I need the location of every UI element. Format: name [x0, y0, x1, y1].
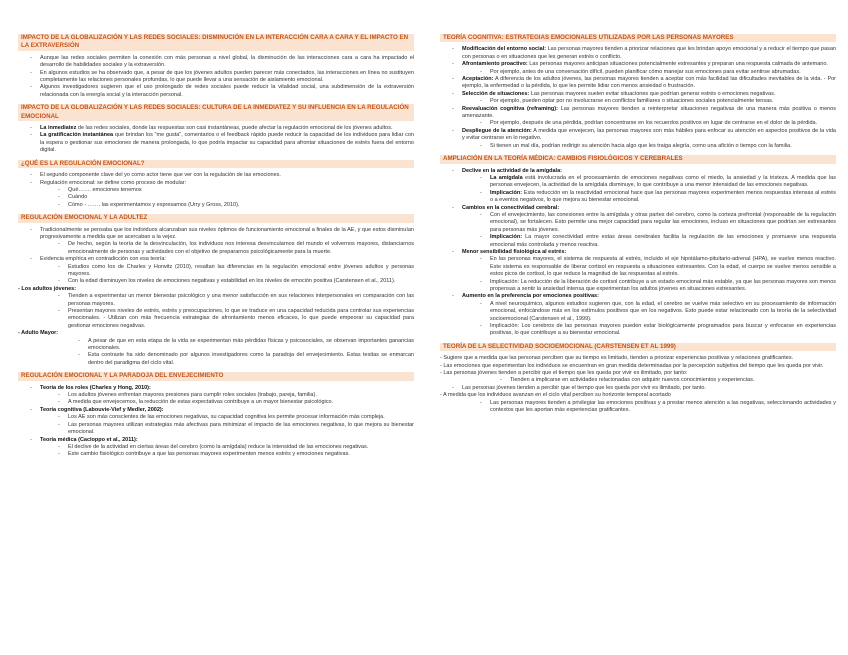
- section-heading: TEORÍA DE LA SELECTIVIDAD SOCIOEMOCIONAL (CARSTENSEN ET AL 1999): [440, 343, 836, 351]
- item-text: Con el envejecimiento, las conexiones entre la amígdala y otras partes del cerebro, como la corteza prefrontal (responsable de la regulación emocional), se fortalecen. Esto permite una mejor capacidad para regular las emociones, incluso en situaciones que podrían ser estresantes para personas más jóvenes.: [490, 211, 836, 233]
- bullet-item: [18, 392, 414, 399]
- item-text: Estudios como los de Charles y Horwitz (2010), resaltan las diferencias en la regulación emocional entre jóvenes adultos y personas mayores.: [68, 263, 414, 277]
- section: [18, 160, 414, 209]
- bold-term: Afrontamiento proactivo:: [462, 61, 528, 68]
- bullet-marker: -: [500, 377, 502, 384]
- item-text: Presentan mayores niveles de estrés, estrés y preocupaciones, lo que se traduce en una capacidad reducida para controlar sus experiencias emocionales. - Utilizan con más frecuencia estrategias de afrontamiento menos eficaces, lo que puede empeorar su capacidad para gestionar emociones negativas.: [68, 308, 414, 329]
- left-column: [18, 34, 414, 464]
- bullet-item: [18, 437, 414, 444]
- item-text: Las personas mayores tienden a privilegiar las emociones positivas y a prestar menos atención a las negativas, seleccionando actividades y contextos que les aportan más experiencias gratificantes.: [490, 399, 836, 414]
- item-text: que brindan los "me gusta", comentarios o el feedback rápido puede reducir la capacidad de los individuos para lidiar con la espera o gestionar sus emociones de manera prolongada, lo que podría impactar su capacidad para afrontar situaciones de estrés fuera del entorno digital.: [40, 132, 414, 154]
- bullet-item: [440, 205, 836, 212]
- bold-term: Implicación:: [490, 189, 523, 196]
- bullet-item: [440, 392, 836, 399]
- bullet-marker: -: [30, 172, 32, 179]
- bullet-item: [18, 444, 414, 451]
- bullet-marker: -: [30, 406, 32, 413]
- item-text: Este cambio fisiológico contribuye a que las personas mayores experimenten menos estrés y emociones negativas.: [68, 451, 350, 458]
- right-column: [440, 34, 836, 420]
- bullet-item: [18, 172, 414, 179]
- bullet-item: [440, 363, 836, 370]
- bullet-item: [18, 414, 414, 421]
- bullet-marker: -: [58, 201, 60, 208]
- item-text: Algunos investigadores sugieren que el uso prolongado de redes sociales puede reducir la vitalidad social, una subdimensión de la extraversión relacionada con la energía social y la interacción personal.: [40, 84, 414, 98]
- bullet-item: [18, 84, 414, 99]
- bullet-marker: -: [58, 451, 60, 458]
- bullet-item: [440, 400, 836, 415]
- bullet-item: [18, 187, 414, 194]
- bold-term: Declive en la actividad de la amígdala:: [462, 167, 562, 174]
- bullet-marker: -: [480, 256, 482, 263]
- item-text: está involucrada en el procesamiento de emociones negativas como el miedo, la ansiedad y la tristeza. A medida que las personas envejecen, la actividad de la amígdala disminuye, lo que contribuye a una menor intensidad de las emociones negativas.: [490, 174, 836, 189]
- bullet-marker: -: [480, 278, 482, 285]
- section: [440, 343, 836, 415]
- bold-term: Selección de situaciones:: [462, 90, 530, 97]
- bullet-item: [440, 120, 836, 127]
- item-text: de las redes sociales, donde las respuestas son casi instantáneas, puede afectar la regulación emocional de los jóvenes adultos.: [76, 125, 393, 132]
- item-text: A diferencia de los adultos jóvenes, las personas mayores tienden a aceptar con más facilidad las dificultades inevitables de la vida. - Por ejemplo, la enfermedad o la pérdida, lo que les permite lidiar con menos ansiedad o frustración.: [462, 76, 836, 90]
- section-heading: IMPACTO DE LA GLOBALIZACIÓN Y LAS REDES SOCIALES: CULTURA DE LA INMEDIATEZ Y SU INFLUENCIA EN LA REGULACIÓN EMOCIONAL: [18, 104, 414, 121]
- bullet-marker: -: [452, 384, 454, 391]
- section: [18, 214, 414, 367]
- item-text: Implicación: La reducción de la liberación de cortisol contribuye a un estado emocional más estable, ya que las personas mayores son menos propensas a sentir la ansiedad intensa que experimentan los adultos jóvenes en situaciones estresantes.: [490, 278, 836, 292]
- item-text: Esta contraste ha sido denominado por algunos investigadores como la paradoja del envejecimiento. Estas tesitas se enmarcan dentro del paradigma del ciclo vital.: [88, 352, 414, 366]
- bullet-item: [18, 227, 414, 242]
- bullet-item: [440, 249, 836, 256]
- bullet-marker: -: [30, 384, 32, 391]
- bullet-item: [440, 190, 836, 205]
- bullet-item: [440, 175, 836, 190]
- item-text: Las personas mayores utilizan estrategias más afectivas para minimizar el impacto de las emociones negativas, lo que mejora su bienestar emocional.: [68, 421, 414, 436]
- item-text: Los adultos jóvenes enfrentan mayores presiones para cumplir roles sociales (trabajo, pareja, familia).: [68, 392, 317, 399]
- bullet-marker: -: [78, 352, 80, 359]
- bullet-marker: -: [452, 127, 454, 134]
- bullet-item: [18, 194, 414, 201]
- bullet-marker: -: [58, 293, 60, 300]
- bullet-marker: -: [58, 414, 60, 421]
- group-label: [18, 286, 414, 293]
- bullet-marker: -: [452, 90, 454, 97]
- item-text: - Adulto Mayor:: [18, 330, 59, 337]
- bullet-marker: -: [30, 256, 32, 263]
- bold-term: Reevaluación cognitiva (reframing):: [462, 105, 558, 112]
- section-heading: TEORÍA COGNITIVA: ESTRATEGIAS EMOCIONALES UTILIZADAS POR LAS PERSONAS MAYORES: [440, 34, 836, 42]
- bullet-marker: -: [452, 105, 454, 112]
- item-text: A medida que envejecen, las personas mayores son más hábiles para enfocar su atención en aspectos positivos de la vida y evitar centrarse en lo negativo.: [462, 127, 836, 142]
- bullet-item: [18, 451, 414, 458]
- bullet-item: [18, 308, 414, 330]
- bullet-item: [440, 323, 836, 338]
- item-text: Las personas mayores tienden a priorizar relaciones que les brindan apoyo emocional y a reducir el tiempo que pasan con personas o en situaciones que les generan estrés o conflicto.: [462, 46, 836, 60]
- bold-term: Teoría médica (Cacioppo et al., 2011):: [40, 436, 138, 443]
- bullet-marker: -: [452, 293, 454, 300]
- bullet-item: [18, 132, 414, 154]
- bullet-item: [440, 377, 836, 384]
- section-heading: REGULACIÓN EMOCIONAL Y LA ADULTEZ: [18, 214, 414, 222]
- bullet-marker: -: [452, 167, 454, 174]
- section: [18, 34, 414, 99]
- item-text: - Sugiere que a medida que las personas perciben que su tiempo es limitado, tienden a priorizar experiencias positivas y relaciones gratificantes.: [440, 355, 794, 362]
- item-text: Con la edad disminuyen los niveles de emociones negativas y estabilidad en los niveles de emoción positiva (Carstensen et al., 2011).: [68, 278, 396, 285]
- bullet-marker: -: [452, 61, 454, 68]
- bullet-marker: -: [480, 98, 482, 105]
- bullet-item: [440, 91, 836, 98]
- bullet-item: [440, 168, 836, 175]
- bullet-marker: -: [58, 241, 60, 248]
- bullet-item: [440, 234, 836, 249]
- bullet-item: [18, 407, 414, 414]
- item-text: Por ejemplo, antes de una conversación difícil, pueden planificar cómo manejar sus emociones para evitar sentirse abrumadas.: [490, 68, 801, 75]
- item-text: - Los adultos jóvenes:: [18, 285, 77, 292]
- bullet-item: [18, 338, 414, 353]
- bullet-marker: -: [30, 69, 32, 76]
- item-text: El declive de la actividad en ciertas áreas del cerebro (como la amígdala) reduce la intensidad de las emociones negativas.: [68, 443, 369, 450]
- bullet-marker: -: [58, 421, 60, 428]
- item-text: Cómo - ……. las experimentamos y expresamos (Urry y Gross, 2010).: [68, 201, 240, 208]
- item-text: Implicación: Los cerebros de las personas mayores pueden estar biológicamente programados para buscar y enfocarse en experiencias positivas, lo que contribuye a su bienestar emocional.: [490, 323, 836, 337]
- bold-term: Despliegue de la atención:: [462, 127, 532, 134]
- bullet-marker: -: [58, 308, 60, 314]
- bullet-item: [18, 125, 414, 132]
- item-text: A nivel neuroquímico, algunos estudios sugieren que, con la edad, el cerebro se vuelve más selectivo en su procesamiento de información emocional, enfocándose más en los estímulos positivos que en los negativos. Esto puede estar relacionado con la teoría de la selectividad socioemocional (Carstensen et al., 1999).: [490, 300, 836, 322]
- bold-term: Aumento en la preferencia por emociones positivas:: [462, 293, 599, 300]
- item-text: Cuándo: [68, 194, 88, 201]
- section: [440, 34, 836, 150]
- bullet-marker: -: [480, 300, 482, 307]
- bold-term: Implicación:: [490, 234, 523, 241]
- item-text: Las personas mayores anticipan situaciones potencialmente estresantes y preparan una respuesta calmada de antemano.: [527, 61, 828, 68]
- bullet-marker: -: [58, 194, 60, 201]
- bullet-marker: -: [30, 132, 32, 139]
- bullet-item: [440, 385, 836, 392]
- bold-term: La amígdala: [490, 174, 523, 181]
- item-text: - Las personas jóvenes tienden a percibir que el tiempo que les queda por vivir es ilimitado, por tanto:: [440, 370, 688, 377]
- bullet-item: [18, 202, 414, 209]
- bullet-item: [440, 293, 836, 300]
- bullet-marker: -: [452, 248, 454, 255]
- group-label: [18, 330, 414, 337]
- item-text: Por ejemplo, después de una pérdida, podrían concentrarse en los recuerdos positivos en lugar de centrarse en el dolor de la pérdida.: [490, 120, 818, 127]
- bullet-item: [440, 98, 836, 105]
- bullet-item: [440, 69, 836, 76]
- item-text: Las personas jóvenes tienden a percibir que el tiempo que les queda por vivir es ilimitado, por tanto.: [462, 384, 706, 391]
- bullet-item: [18, 399, 414, 406]
- item-text: - A medida que los individuos avanzan en el ciclo vital perciben su horizonte temporal acortado: [440, 392, 671, 399]
- item-text: La mayor conectividad entre estas áreas cerebrales facilita la regulación de las emociones y promueve una respuesta emocional más controlada y menos reactiva.: [490, 234, 836, 248]
- bold-term: Teoría cognitiva (Labouvie-Vief y Medler, 2002):: [40, 406, 164, 413]
- bullet-item: [440, 256, 836, 278]
- section-heading: REGULACIÓN EMOCIONAL Y LA PARADOJA DEL ENVEJECIMIENTO: [18, 372, 414, 380]
- bullet-marker: -: [480, 189, 482, 196]
- bullet-item: [440, 355, 836, 362]
- item-text: Evidencia empírica en contradicción con esa teoría:: [40, 256, 166, 263]
- bullet-marker: -: [480, 234, 482, 241]
- item-text: En algunos estudios se ha observado que, a pesar de que los jóvenes adultos pueden parecer más conectados, las interacciones en línea no sustituyen completamente las relaciones personales profundas, lo que puede llevar a una sensación de aislamiento emocional.: [40, 69, 414, 84]
- bullet-marker: -: [452, 46, 454, 53]
- bullet-marker: -: [480, 174, 482, 181]
- item-text: Tienden a implicarse en actividades relacionadas con adquirir nuevos conocimientos y experiencias.: [510, 377, 755, 384]
- bullet-item: [440, 76, 836, 91]
- bullet-marker: -: [30, 436, 32, 443]
- bullet-item: [18, 180, 414, 187]
- bullet-item: [18, 241, 414, 256]
- bullet-marker: -: [30, 54, 32, 61]
- item-text: Tienden a experimentar un menor bienestar psicológico y una menor satisfacción en sus relaciones interpersonales en comparación con las personas mayores.: [68, 293, 414, 307]
- item-text: Esta reducción en la reactividad emocional hace que las personas mayores experimenten menos respuestas intensas al estrés o a eventos negativos, lo que mejora su bienestar emocional.: [490, 189, 836, 204]
- section-heading: AMPLIACIÓN EN LA TEORÍA MÉDICA: CAMBIOS FISIOLÓGICOS Y CEREBRALES: [440, 155, 836, 163]
- bold-term: Aceptación:: [462, 76, 494, 83]
- bullet-item: [440, 61, 836, 68]
- bullet-marker: -: [58, 186, 60, 193]
- bullet-marker: -: [30, 226, 32, 233]
- section: [18, 372, 414, 458]
- bullet-marker: -: [30, 125, 32, 132]
- bullet-marker: -: [480, 142, 482, 149]
- bold-term: Modificación del entorno social:: [462, 46, 547, 53]
- bold-term: La gratificación instantánea: [40, 132, 114, 139]
- item-text: Aunque las redes sociales permiten la conexión con más personas a nivel global, la disminución de las interacciones cara a cara ha impactado el desarrollo de habilidades sociales y la extraversión.: [40, 54, 414, 69]
- bullet-item: [18, 385, 414, 392]
- bullet-item: [18, 256, 414, 263]
- bullet-item: [440, 143, 836, 150]
- bullet-marker: -: [480, 211, 482, 218]
- bullet-marker: -: [30, 179, 32, 186]
- bullet-item: [440, 279, 836, 294]
- bullet-marker: -: [30, 84, 32, 91]
- item-text: Si tienen un mal día, podrían redirigir su atención hacia algo que les traiga alegría, como una afición o tiempo con la familia.: [490, 142, 792, 149]
- bold-term: Cambios en la conectividad cerebral:: [462, 204, 560, 211]
- bullet-marker: -: [480, 323, 482, 330]
- item-text: De hecho, según la teoría de la desvinculación, los individuos nos interesa desvincularnos del mundo el volvernos mayores, distanciarnos emocionalmente de personas y actividades con el objetivo de prepararnos psicológicamente para la muerte.: [68, 241, 414, 255]
- bullet-marker: -: [58, 278, 60, 285]
- bullet-item: [440, 301, 836, 323]
- bold-term: La inmediatez: [40, 125, 77, 132]
- section-heading: ¿QUÉ ES LA REGULACIÓN EMOCIONAL?: [18, 160, 414, 168]
- bullet-marker: -: [78, 337, 80, 344]
- item-text: Regulación emocional: se define como proceso de modular:: [40, 179, 187, 186]
- item-text: Por ejemplo, pueden optar por no involucrarse en conflictos familiares o situaciones sociales potencialmente tensas.: [490, 98, 774, 105]
- section: [18, 104, 414, 154]
- item-text: - Las emociones que experimentan los individuos se encuentran en gran medida determinadas por la percepción subjetiva del tiempo que les queda por vivir.: [440, 362, 824, 369]
- item-text: El segundo componente clave del yo como actor tiene que ver con la regulación de las emociones.: [40, 172, 281, 179]
- item-text: Las personas mayores tienden a reinterpretar situaciones negativas de una manera más positiva o menos amenazante.: [462, 105, 836, 120]
- item-text: Qué……. emociones tenemos: [68, 186, 142, 193]
- bullet-item: [440, 46, 836, 61]
- bullet-marker: -: [480, 120, 482, 127]
- item-text: A pesar de que en esta etapa de la vida se experimentan más pérdidas físicas y psicosociales, se observan importantes ganancias emocionales.: [88, 337, 414, 352]
- section-heading: IMPACTO DE LA GLOBALIZACIÓN Y LAS REDES SOCIALES: DISMINUCIÓN EN LA INTERACCIÓN CARA A CARA Y EL IMPACTO EN LA EXTRAVERSIÓN: [18, 34, 414, 51]
- bullet-item: [18, 352, 414, 367]
- bullet-marker: -: [58, 263, 60, 270]
- item-text: En las personas mayores, el sistema de respuesta al estrés, incluido el eje hipotálamo-pituitario-adrenal (HPA), se vuelve menos reactivo. Este sistema es responsable de liberar cortisol en respuesta a situaciones estresantes. Con la edad, el cuerpo se vuelve menos sensible a estos picos de cortisol, lo que reduce la magnitud de las respuestas al estrés.: [490, 256, 836, 278]
- bullet-marker: -: [58, 392, 60, 399]
- bullet-item: [18, 278, 414, 285]
- bullet-item: [440, 128, 836, 143]
- bold-term: Menor sensibilidad fisiológica al estrés:: [462, 248, 567, 255]
- item-text: Las personas mayores suelen evitar situaciones que podrían generar estrés o emociones negativas.: [529, 90, 776, 97]
- bullet-marker: -: [58, 399, 60, 406]
- bullet-marker: -: [480, 68, 482, 75]
- bullet-marker: -: [58, 443, 60, 450]
- bullet-item: [440, 370, 836, 377]
- bullet-item: [18, 55, 414, 70]
- bullet-item: [18, 70, 414, 85]
- bullet-item: [18, 422, 414, 437]
- bullet-item: [440, 212, 836, 234]
- item-text: A medida que envejecemos, la reducción de estas expectativas contribuye a un mayor bienestar psicológico.: [68, 399, 334, 406]
- item-text: Los AE son más conscientes de las emociones negativas, su capacidad cognitiva les permite procesar información más compleja.: [68, 414, 385, 421]
- bullet-marker: -: [480, 399, 482, 406]
- bullet-item: [440, 106, 836, 121]
- bold-term: Teoría de los roles (Charles y Hong, 2010):: [40, 384, 151, 391]
- bullet-item: [18, 293, 414, 308]
- bullet-marker: -: [452, 76, 454, 83]
- bullet-marker: -: [452, 204, 454, 211]
- bullet-item: [18, 264, 414, 279]
- section: [440, 155, 836, 338]
- item-text: Tradicionalmente se pensaba que los individuos alcanzaban sus niveles óptimos de funcionamiento emocional a finales de la AE, y que estos disminuían progresivamente a medida que se acercaban a la vejez.: [40, 226, 414, 240]
